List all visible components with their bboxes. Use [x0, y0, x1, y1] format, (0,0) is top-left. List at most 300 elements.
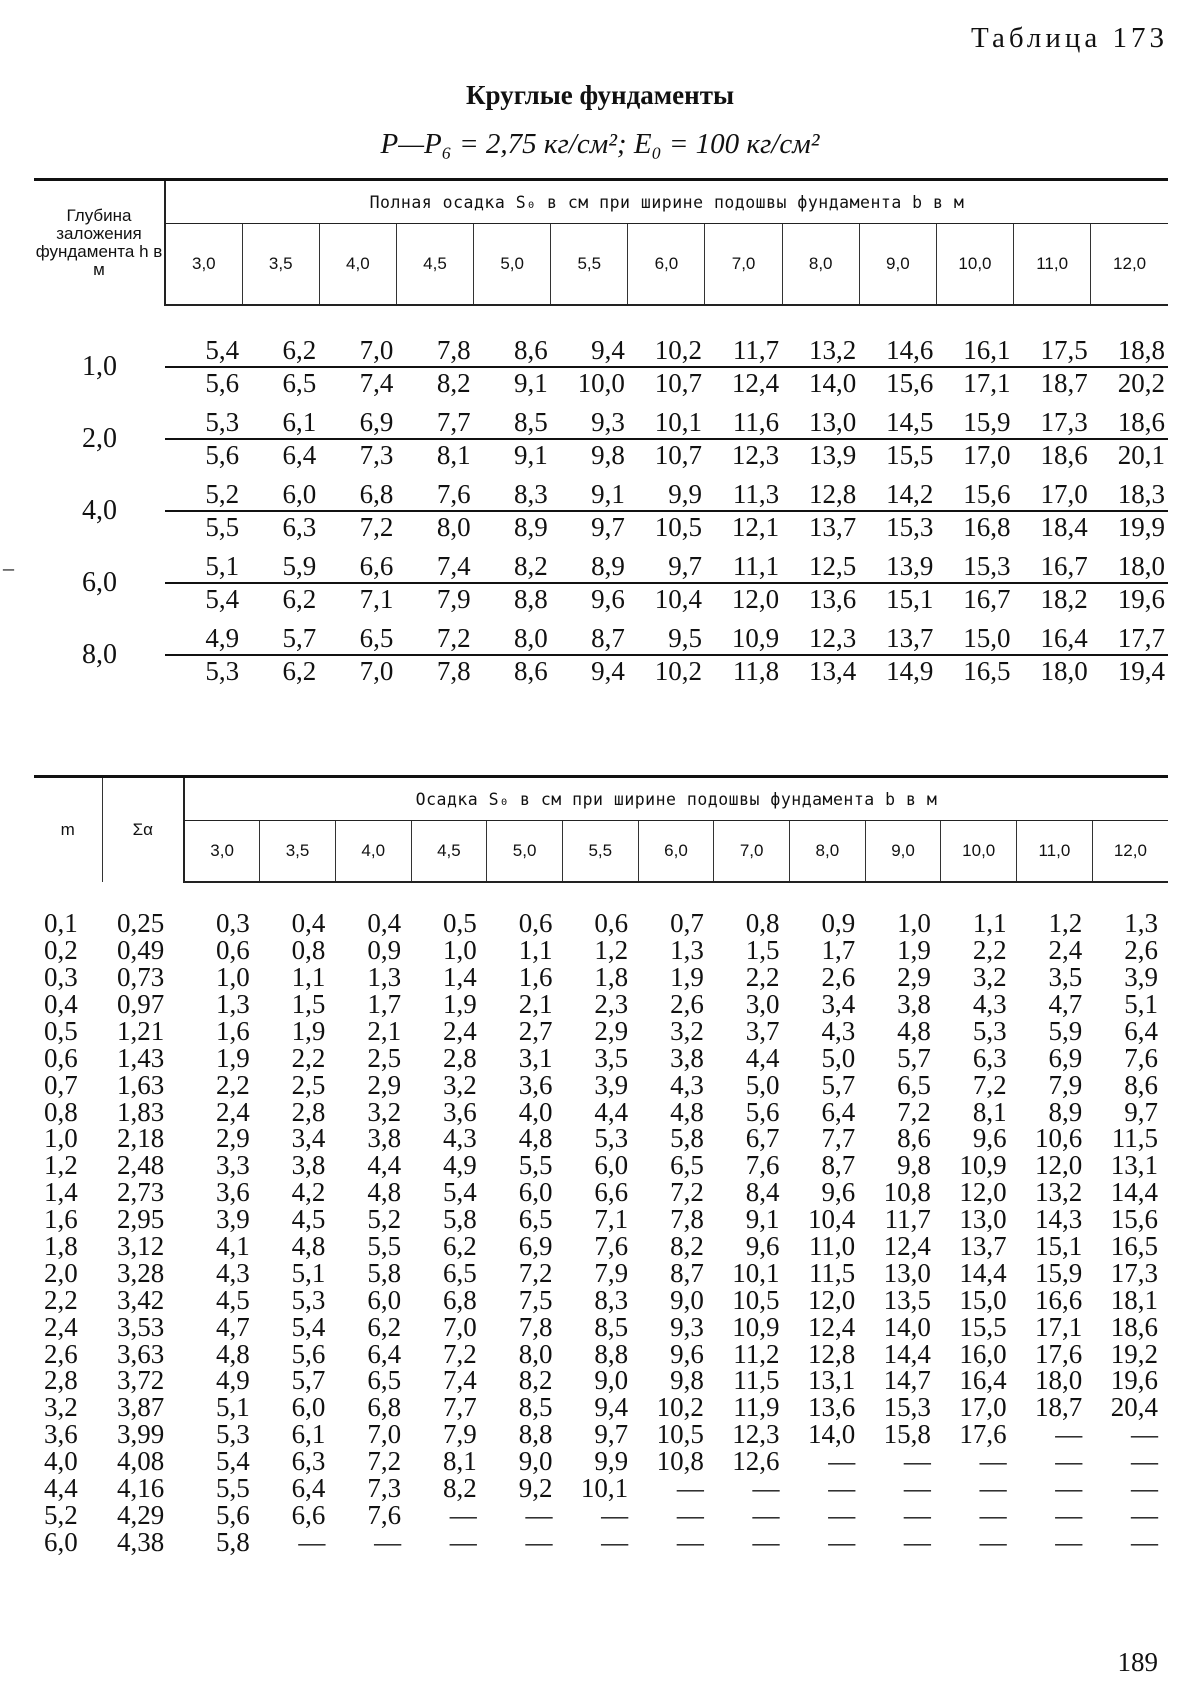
- width-header: 4,0: [335, 821, 411, 883]
- settlement-value-upper: 16,4: [1014, 619, 1091, 655]
- settlement-value-upper: 15,0: [936, 619, 1013, 655]
- settlement-value: 13,1: [807, 1365, 856, 1396]
- m-column-header: m: [34, 777, 102, 883]
- settlement-value-upper: 17,0: [1014, 475, 1091, 511]
- settlement-value: —: [1131, 1526, 1158, 1557]
- width-header: 5,5: [562, 821, 638, 883]
- settlement-value: 15,0: [959, 1284, 1007, 1315]
- settlement-value: 9,2: [518, 1473, 553, 1504]
- m-cell: 5,2: [44, 1499, 78, 1530]
- settlement-value-lower: 13,7: [809, 512, 857, 542]
- settlement-value: —: [1055, 1499, 1083, 1530]
- settlement-value-upper: 12,5: [782, 547, 859, 583]
- settlement-value: 5,1: [1124, 989, 1158, 1019]
- settlement-value: 16,5: [1110, 1231, 1158, 1262]
- settlement-value-upper: 14,5: [859, 403, 936, 439]
- depth-cell: 4,0: [82, 495, 117, 526]
- settlement-value: 10,9: [959, 1150, 1007, 1181]
- settlement-value: 10,1: [732, 1257, 780, 1288]
- settlement-value: 10,8: [883, 1177, 931, 1208]
- settlement-value: 5,3: [291, 1284, 326, 1315]
- settlement-value: 0,5: [443, 908, 477, 939]
- settlement-value: 5,5: [215, 1473, 250, 1504]
- settlement-value: 5,8: [367, 1257, 402, 1288]
- settlement-value-lower: 20,2: [1117, 368, 1165, 398]
- settlement-value: 1,7: [367, 989, 402, 1019]
- settlement-value: 6,8: [443, 1284, 477, 1315]
- table-number: Таблица 173: [970, 22, 1168, 54]
- table-row: [34, 1394, 1168, 1421]
- settlement-value-lower: 8,2: [436, 368, 471, 398]
- settlement-value-upper: 18,3: [1091, 475, 1168, 511]
- settlement-value: 2,9: [215, 1123, 250, 1154]
- settlement-value: 0,7: [670, 908, 704, 939]
- table-row: [34, 937, 1168, 964]
- width-header: 4,5: [411, 821, 487, 883]
- settlement-value: —: [601, 1499, 629, 1530]
- settlement-value: 11,9: [733, 1392, 780, 1423]
- settlement-value: 4,3: [443, 1123, 477, 1154]
- width-header-row: [34, 821, 1168, 883]
- settlement-value: 1,1: [291, 962, 326, 993]
- settlement-value-upper: 9,7: [628, 547, 705, 583]
- settlement-value-lower: 19,9: [1117, 512, 1165, 542]
- settlement-value-upper: 11,7: [705, 331, 782, 367]
- settlement-value: 7,9: [443, 1419, 477, 1450]
- settlement-value-upper: 10,1: [628, 403, 705, 439]
- settlement-value: 6,6: [291, 1499, 326, 1530]
- width-header: 12,0: [1091, 224, 1168, 306]
- settlement-value: 10,8: [656, 1446, 704, 1477]
- settlement-value: 1,9: [897, 935, 931, 966]
- settlement-value-lower: 15,5: [886, 440, 934, 470]
- alpha-sum-cell: 0,25: [117, 908, 165, 939]
- settlement-value: 5,1: [215, 1392, 250, 1423]
- settlement-value-upper: 13,7: [859, 619, 936, 655]
- settlement-value: 1,3: [1124, 908, 1158, 939]
- settlement-value: 7,2: [367, 1446, 402, 1477]
- settlement-value: 15,6: [1110, 1204, 1158, 1235]
- settlement-value: 9,6: [821, 1177, 856, 1208]
- settlement-value: 16,0: [959, 1338, 1007, 1369]
- settlement-value-upper: 8,7: [551, 619, 628, 655]
- settlement-value: 16,6: [1035, 1284, 1083, 1315]
- settlement-value: 11,2: [733, 1338, 780, 1369]
- settlement-value: 3,2: [670, 1015, 704, 1046]
- settlement-value: 18,6: [1110, 1311, 1158, 1342]
- alpha-sum-cell: 4,08: [117, 1446, 165, 1477]
- settlement-value-upper: 12,8: [782, 475, 859, 511]
- settlement-value-upper: 5,3: [165, 403, 242, 439]
- settlement-value: 14,0: [883, 1311, 931, 1342]
- settlement-value: —: [828, 1446, 856, 1477]
- settlement-value: 6,5: [518, 1204, 553, 1235]
- settlement-value: 9,3: [670, 1311, 704, 1342]
- settlement-value: 2,6: [1124, 935, 1158, 966]
- settlement-value: —: [1131, 1499, 1158, 1530]
- settlement-value: 6,1: [291, 1419, 326, 1450]
- settlement-value: 7,8: [670, 1204, 704, 1235]
- depth-cell: 1,0: [82, 351, 117, 382]
- alpha-sum-cell: 1,63: [117, 1069, 165, 1100]
- settlement-value-lower: 9,6: [591, 584, 625, 614]
- settlement-value: 4,5: [215, 1284, 250, 1315]
- width-header: 3,0: [184, 821, 260, 883]
- settlement-value: 2,4: [443, 1015, 477, 1046]
- width-header: 6,0: [638, 821, 714, 883]
- settlement-value: 17,6: [959, 1419, 1007, 1450]
- settlement-value-lower: 20,1: [1117, 440, 1165, 470]
- settlement-value: 5,6: [215, 1499, 250, 1530]
- width-header: 12,0: [1092, 821, 1168, 883]
- settlement-value-lower: 15,3: [886, 512, 934, 542]
- settlement-value: 8,5: [594, 1311, 629, 1342]
- settlement-value: 1,8: [594, 962, 629, 993]
- settlement-value: 10,2: [656, 1392, 704, 1423]
- settlement-value-lower: 9,8: [591, 440, 625, 470]
- settlement-value-lower: 13,9: [809, 440, 857, 470]
- table-row: [34, 1233, 1168, 1260]
- settlement-value-lower: 16,5: [963, 656, 1011, 686]
- settlement-value: —: [903, 1526, 931, 1557]
- settlement-value-upper: 11,6: [705, 403, 782, 439]
- settlement-value: 6,4: [821, 1096, 856, 1127]
- m-cell: 4,0: [44, 1446, 78, 1477]
- settlement-value-upper: 6,9: [319, 403, 396, 439]
- table-row: [34, 991, 1168, 1018]
- settlement-value: 5,9: [1048, 1015, 1083, 1046]
- settlement-value: 6,2: [443, 1231, 477, 1262]
- settlement-value-upper: 9,5: [628, 619, 705, 655]
- alpha-sum-cell: 2,18: [117, 1123, 165, 1154]
- m-cell: 2,4: [44, 1311, 78, 1342]
- settlement-value: 14,7: [883, 1365, 931, 1396]
- settlement-value-upper: 17,3: [1014, 403, 1091, 439]
- settlement-value: 4,3: [972, 989, 1007, 1019]
- settlement-value: 0,8: [745, 908, 780, 939]
- settlement-value: —: [979, 1446, 1007, 1477]
- m-cell: 0,4: [44, 989, 78, 1019]
- settlement-value-upper: 5,7: [242, 619, 319, 655]
- settlement-value-lower: 7,8: [436, 656, 471, 686]
- settlement-value: 7,2: [443, 1338, 477, 1369]
- settlement-value: —: [1055, 1446, 1083, 1477]
- settlement-value-lower: 5,4: [205, 584, 240, 614]
- settlement-value-lower: 7,9: [436, 584, 471, 614]
- settlement-value: 1,3: [670, 935, 704, 966]
- settlement-value: 14,4: [959, 1257, 1007, 1288]
- settlement-value-upper: 16,7: [1014, 547, 1091, 583]
- settlement-value: 4,5: [291, 1204, 326, 1235]
- width-header: 10,0: [936, 224, 1013, 306]
- settlement-value: 0,9: [367, 935, 402, 966]
- settlement-value: 4,8: [367, 1177, 402, 1208]
- settlement-value: 6,0: [291, 1392, 326, 1423]
- settlement-value: 4,7: [215, 1311, 250, 1342]
- settlement-value-upper: 7,6: [396, 475, 473, 511]
- settlement-value: 3,8: [367, 1123, 402, 1154]
- settlement-value: 8,0: [518, 1338, 553, 1369]
- settlement-value: 20,4: [1110, 1392, 1158, 1423]
- settlement-value-upper: 6,1: [242, 403, 319, 439]
- settlement-value: 6,9: [518, 1231, 553, 1262]
- settlement-value: 5,3: [972, 1015, 1007, 1046]
- settlement-value-lower: 7,0: [359, 656, 394, 686]
- table-row: [34, 1125, 1168, 1152]
- settlement-value: 7,2: [972, 1069, 1007, 1100]
- settlement-value-lower: 6,5: [282, 368, 317, 398]
- settlement-value: 6,3: [972, 1042, 1007, 1073]
- settlement-value-lower: 14,0: [809, 368, 857, 398]
- settlement-value: 4,4: [745, 1042, 780, 1073]
- settlement-value-upper: 8,5: [474, 403, 551, 439]
- settlement-value: 6,4: [291, 1473, 326, 1504]
- settlement-value: 12,3: [732, 1419, 780, 1450]
- total-settlement-body: [34, 305, 1168, 691]
- settlement-value: —: [1055, 1526, 1083, 1557]
- settlement-value: 13,0: [883, 1257, 931, 1288]
- alpha-sum-cell: 0,73: [117, 962, 165, 993]
- settlement-value: 1,3: [367, 962, 402, 993]
- settlement-value: 1,0: [215, 962, 250, 993]
- settlement-value-upper: 4,9: [165, 619, 242, 655]
- table-row: [34, 475, 1168, 511]
- width-header: 4,0: [319, 224, 396, 306]
- settlement-value-upper: 6,0: [242, 475, 319, 511]
- settlement-value: —: [374, 1526, 402, 1557]
- settlement-value: 11,5: [808, 1257, 856, 1288]
- settlement-value: 3,0: [745, 989, 780, 1019]
- settlement-value-lower: 16,7: [963, 584, 1011, 614]
- table-row: [34, 619, 1168, 655]
- settlement-value: 6,4: [367, 1338, 402, 1369]
- settlement-value: 10,9: [732, 1311, 780, 1342]
- table-row: [34, 1179, 1168, 1206]
- settlement-value-upper: 16,1: [936, 331, 1013, 367]
- settlement-value-lower: 12,1: [731, 512, 780, 542]
- depth-cell: 2,0: [82, 423, 117, 454]
- settlement-value: 2,8: [443, 1042, 477, 1073]
- settlement-value: 13,1: [1110, 1150, 1158, 1181]
- settlement-value-lower: 8,0: [436, 512, 471, 542]
- alpha-sum-cell: 3,42: [117, 1284, 165, 1315]
- settlement-value: 5,8: [443, 1204, 477, 1235]
- settlement-value: 4,8: [215, 1338, 250, 1369]
- settlement-value-lower: 7,3: [359, 440, 394, 470]
- table-row: [34, 583, 1168, 619]
- settlement-value: 4,9: [443, 1150, 477, 1181]
- settlement-value: 2,4: [1048, 935, 1083, 966]
- settlement-value: 0,6: [215, 935, 250, 966]
- settlement-value: 18,7: [1035, 1392, 1083, 1423]
- settlement-value: 7,6: [594, 1231, 629, 1262]
- width-header: 5,5: [551, 224, 628, 306]
- settlement-value: 5,7: [291, 1365, 326, 1396]
- settlement-value: 7,7: [821, 1123, 856, 1154]
- settlement-value: —: [903, 1473, 931, 1504]
- settlement-value: 1,9: [670, 962, 704, 993]
- spacer-row: [34, 882, 1168, 910]
- settlement-value: —: [676, 1499, 704, 1530]
- settlement-value: 3,6: [518, 1069, 553, 1100]
- settlement-value-lower: 18,0: [1040, 656, 1088, 686]
- settlement-value-lower: 6,2: [282, 584, 317, 614]
- alpha-sum-cell: 1,83: [117, 1096, 165, 1127]
- settlement-value: 4,4: [594, 1096, 629, 1127]
- settlement-value: 7,4: [443, 1365, 477, 1396]
- settlement-value: 3,9: [1124, 962, 1158, 993]
- settlement-value: 15,1: [1035, 1231, 1083, 1262]
- settlement-value: 3,5: [594, 1042, 629, 1073]
- settlement-value-lower: 12,0: [731, 584, 780, 614]
- settlement-value: 2,5: [291, 1069, 326, 1100]
- table-row: [34, 910, 1168, 937]
- settlement-value: 3,9: [215, 1204, 250, 1235]
- m-cell: 2,2: [44, 1284, 78, 1315]
- settlement-value: 8,3: [594, 1284, 629, 1315]
- settlement-value: —: [449, 1499, 477, 1530]
- settlement-value: 3,8: [897, 989, 931, 1019]
- settlement-value: 4,0: [518, 1096, 553, 1127]
- table-row: [34, 403, 1168, 439]
- settlement-value-lower: 10,2: [654, 656, 702, 686]
- settlement-value: 6,4: [1124, 1015, 1158, 1046]
- settlement-value-lower: 8,9: [513, 512, 548, 542]
- width-header: 3,0: [165, 224, 242, 306]
- settlement-value-lower: 15,1: [886, 584, 934, 614]
- table-row: [34, 1421, 1168, 1448]
- settlement-value-lower: 10,7: [654, 368, 702, 398]
- settlement-value: 4,3: [670, 1069, 704, 1100]
- settlement-value: 13,2: [1035, 1177, 1083, 1208]
- settlement-value: 11,7: [884, 1204, 931, 1235]
- settlement-value-lower: 5,6: [205, 368, 240, 398]
- settlement-value-upper: 7,8: [396, 331, 473, 367]
- settlement-value: 15,8: [883, 1419, 931, 1450]
- width-header: 10,0: [941, 821, 1017, 883]
- settlement-value-lower: 9,1: [513, 440, 548, 470]
- settlement-value: 11,5: [733, 1365, 780, 1396]
- settlement-value: 9,8: [670, 1365, 704, 1396]
- m-cell: 0,2: [44, 935, 78, 966]
- settlement-value: —: [449, 1526, 477, 1557]
- settlement-value-upper: 10,9: [705, 619, 782, 655]
- settlement-value: 2,1: [367, 1015, 402, 1046]
- settlement-value: 5,5: [518, 1150, 553, 1181]
- m-cell: 0,3: [44, 962, 78, 993]
- settlement-value: 8,5: [518, 1392, 553, 1423]
- settlement-value: 16,4: [959, 1365, 1007, 1396]
- settlement-value: 4,9: [215, 1365, 250, 1396]
- settlement-value: 3,7: [745, 1015, 780, 1046]
- settlement-value: 5,3: [215, 1419, 250, 1450]
- table-row: [34, 1071, 1168, 1098]
- settlement-value: —: [298, 1526, 326, 1557]
- width-header: 8,0: [790, 821, 866, 883]
- settlement-value-lower: 9,7: [591, 512, 625, 542]
- settlement-value: 3,6: [443, 1096, 477, 1127]
- width-header: 9,0: [865, 821, 941, 883]
- settlement-value-lower: 12,3: [731, 440, 780, 470]
- settlement-value: 5,4: [215, 1446, 250, 1477]
- settlement-value: 2,4: [215, 1096, 250, 1127]
- total-settlement-table: [34, 178, 1168, 691]
- settlement-value: 8,7: [670, 1257, 704, 1288]
- settlement-value: 15,3: [883, 1392, 931, 1423]
- settlement-value: 3,9: [594, 1069, 629, 1100]
- settlement-value-lower: 8,6: [513, 656, 548, 686]
- settlement-value: 12,0: [1035, 1150, 1083, 1181]
- width-header: 4,5: [396, 224, 473, 306]
- settlement-value: 13,0: [959, 1204, 1007, 1235]
- settlement-value: 1,5: [745, 935, 780, 966]
- settlement-value: 2,2: [215, 1069, 250, 1100]
- settlement-value-lower: 9,1: [513, 368, 548, 398]
- width-header: 5,0: [487, 821, 563, 883]
- settlement-value: 5,6: [745, 1096, 780, 1127]
- settlement-value: —: [979, 1526, 1007, 1557]
- page-subtitle: P—P₆ = 2,75 кг/см²; E₀ = 100 кг/см²: [380, 128, 820, 160]
- settlement-value: 1,9: [215, 1042, 250, 1073]
- settlement-value: 3,5: [1048, 962, 1083, 993]
- settlement-value: 3,3: [215, 1150, 250, 1181]
- settlement-value: 5,7: [821, 1069, 856, 1100]
- m-cell: 0,5: [44, 1015, 78, 1046]
- settlement-value: 19,2: [1110, 1338, 1158, 1369]
- settlement-value: 1,9: [443, 989, 477, 1019]
- table-row: [34, 655, 1168, 691]
- settlement-value: 5,2: [367, 1204, 402, 1235]
- settlement-value: 13,5: [883, 1284, 931, 1315]
- settlement-value: 4,1: [215, 1231, 250, 1262]
- settlement-value-lower: 10,0: [577, 368, 625, 398]
- settlement-value: 2,6: [670, 989, 704, 1019]
- page-title: Круглые фундаменты: [465, 80, 735, 110]
- settlement-value: 0,9: [821, 908, 856, 939]
- settlement-value-upper: 8,0: [474, 619, 551, 655]
- alpha-sum-cell: 3,12: [117, 1231, 165, 1262]
- settlement-value-upper: 14,6: [859, 331, 936, 367]
- settlement-value: 7,5: [518, 1284, 553, 1315]
- settlement-value-upper: 5,2: [165, 475, 242, 511]
- table-row: [34, 964, 1168, 991]
- settlement-value: 5,3: [594, 1123, 629, 1154]
- settlement-value: 6,3: [291, 1446, 326, 1477]
- settlement-value: 17,1: [1035, 1311, 1083, 1342]
- m-cell: 1,0: [44, 1123, 78, 1154]
- alpha-sum-cell: 2,73: [117, 1177, 165, 1208]
- width-header: 8,0: [782, 224, 859, 306]
- settlement-value: —: [828, 1499, 856, 1530]
- alpha-sum-cell: 3,53: [117, 1311, 165, 1342]
- settlement-value: —: [903, 1446, 931, 1477]
- settlement-value: 2,6: [821, 962, 856, 993]
- settlement-value: 8,8: [594, 1338, 629, 1369]
- settlement-value: 12,4: [807, 1311, 856, 1342]
- settlement-value: —: [979, 1499, 1007, 1530]
- settlement-value-upper: 5,1: [165, 547, 242, 583]
- settlement-value: 9,0: [670, 1284, 704, 1315]
- settlement-value: 8,1: [972, 1096, 1007, 1127]
- settlement-value: —: [1055, 1419, 1083, 1450]
- settlement-value: 8,2: [670, 1231, 704, 1262]
- table-row: [34, 1501, 1168, 1528]
- table-row: [34, 1367, 1168, 1394]
- settlement-value: 5,8: [670, 1123, 704, 1154]
- settlement-value: 2,9: [897, 962, 931, 993]
- settlement-value: —: [1131, 1419, 1158, 1450]
- settlement-value: 1,2: [1048, 908, 1083, 939]
